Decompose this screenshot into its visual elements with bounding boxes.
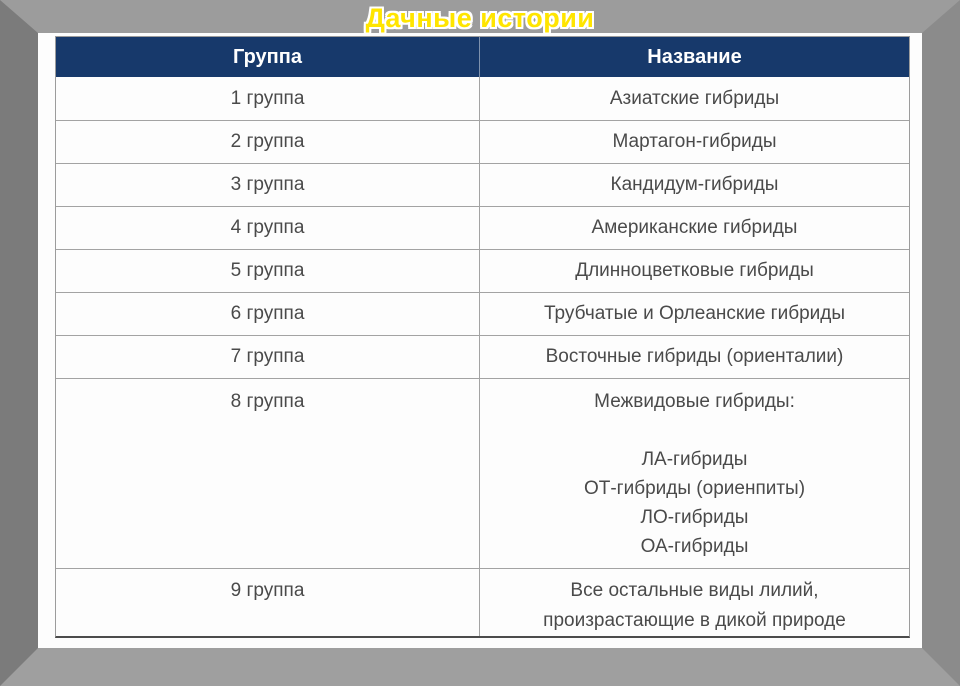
header-group: Группа [56,37,480,77]
name-line: Все остальные виды лилий, [570,580,819,601]
group-label: 8 группа [230,391,305,412]
name-line: произрастающие в дикой природе [543,610,846,631]
table-row-interspecies [56,378,909,568]
table-row [56,335,909,378]
table-body [56,77,909,636]
group-cell: 7 группа [56,336,480,378]
group-cell [56,569,480,636]
name-cell: Трубчатые и Орлеанские гибриды [543,303,846,324]
table-row [56,77,909,120]
group-cell: 4 группа [56,207,480,249]
name-line: ОТ-гибриды (ориенпиты) [583,478,806,499]
name-line: ЛА-гибриды [641,449,748,470]
group-cell: 3 группа [56,164,480,206]
name-line: Межвидовые гибриды: [594,391,795,412]
table-header-row [56,37,909,77]
group-label: 9 группа [230,580,305,601]
name-cell: Кандидум-гибриды [610,174,779,195]
table-row [56,249,909,292]
group-cell: 1 группа [56,77,480,120]
table-row [56,292,909,335]
name-line: ОА-гибриды [640,536,749,557]
group-cell: 2 группа [56,121,480,163]
name-cell [480,569,909,636]
group-cell: 5 группа [56,250,480,292]
group-cell [56,379,480,568]
page-title: Дачные истории [365,3,595,33]
table-row-wild-species [56,568,909,636]
name-cell: Длинноцветковые гибриды [575,260,814,281]
name-cell [480,379,909,568]
table-row [56,163,909,206]
name-cell: Восточные гибриды (ориенталии) [545,346,844,367]
name-line: ЛО-гибриды [640,507,749,528]
name-cell: Американские гибриды [591,217,798,238]
table-row [56,120,909,163]
name-cell: Мартагон-гибриды [612,131,777,152]
lily-groups-table [55,36,910,638]
group-cell: 6 группа [56,293,480,335]
table-row [56,206,909,249]
name-cell: Азиатские гибриды [609,87,780,109]
header-name: Название [647,45,742,68]
